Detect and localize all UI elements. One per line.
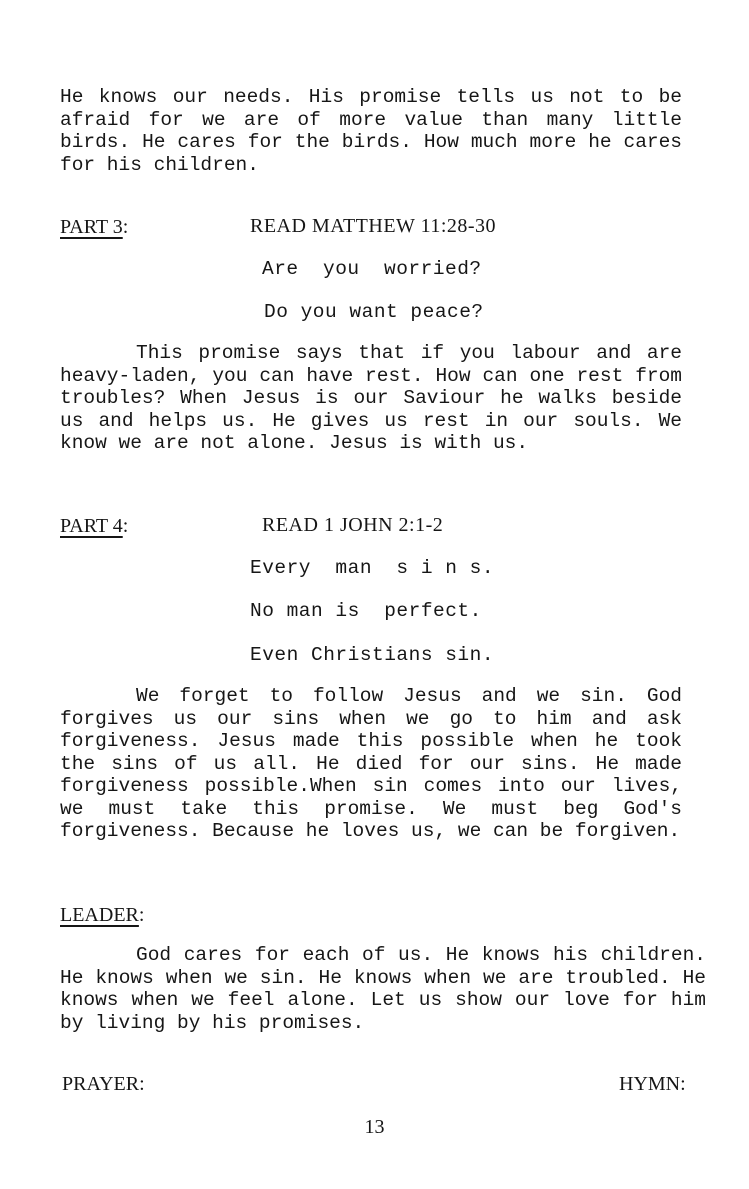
hymn-label: HYMN: [619, 1073, 686, 1095]
part3-heading: PART 3: [60, 216, 129, 238]
part3-label: PART 3 [60, 216, 123, 238]
part4-reading: READ 1 JOHN 2:1-2 [262, 514, 444, 536]
page-number: 13 [364, 1116, 385, 1138]
part4-statement-3: Even Christians sin. [250, 644, 495, 666]
prayer-label: PRAYER: [62, 1073, 145, 1095]
part3-reading: READ MATTHEW 11:28-30 [250, 215, 497, 237]
intro-paragraph: He knows our needs. His promise tells us not to be afraid for we are of more value than many little birds. He cares for the birds. How much more he cares for his children. [60, 86, 682, 176]
part4-paragraph: We forget to follow Jesus and we sin. God forgives us our sins when we go to him and ask forgiveness. Jesus made this possible when he took the sins of us all. He died for our sins. He made forgiveness possible.When sin comes into our lives, we must take this promise. We must beg God's forgiveness. Because he loves us, we can be forgiven. [60, 685, 682, 842]
leader-heading: LEADER: [60, 904, 145, 926]
part4-heading: PART 4: [60, 515, 129, 537]
part4-statement-2: No man is perfect. [250, 600, 482, 622]
part4-statement-1: Every man s i n s. [250, 557, 495, 579]
part4-label: PART 4 [60, 515, 123, 537]
leader-label: LEADER [60, 904, 139, 926]
part3-question-2: Do you want peace? [264, 301, 484, 323]
part3-question-1: Are you worried? [262, 258, 482, 280]
leader-paragraph: God cares for each of us. He knows his children. He knows when we sin. He knows when we are troubled. He knows when we feel alone. Let us show our love for him by living by his promises. [60, 944, 706, 1034]
part3-paragraph: This promise says that if you labour and are heavy-laden, you can have rest. How can one rest from troubles? When Jesus is our Saviour he walks beside us and helps us. He gives us rest in our souls. We know we are not alone. Jesus is with us. [60, 342, 682, 454]
